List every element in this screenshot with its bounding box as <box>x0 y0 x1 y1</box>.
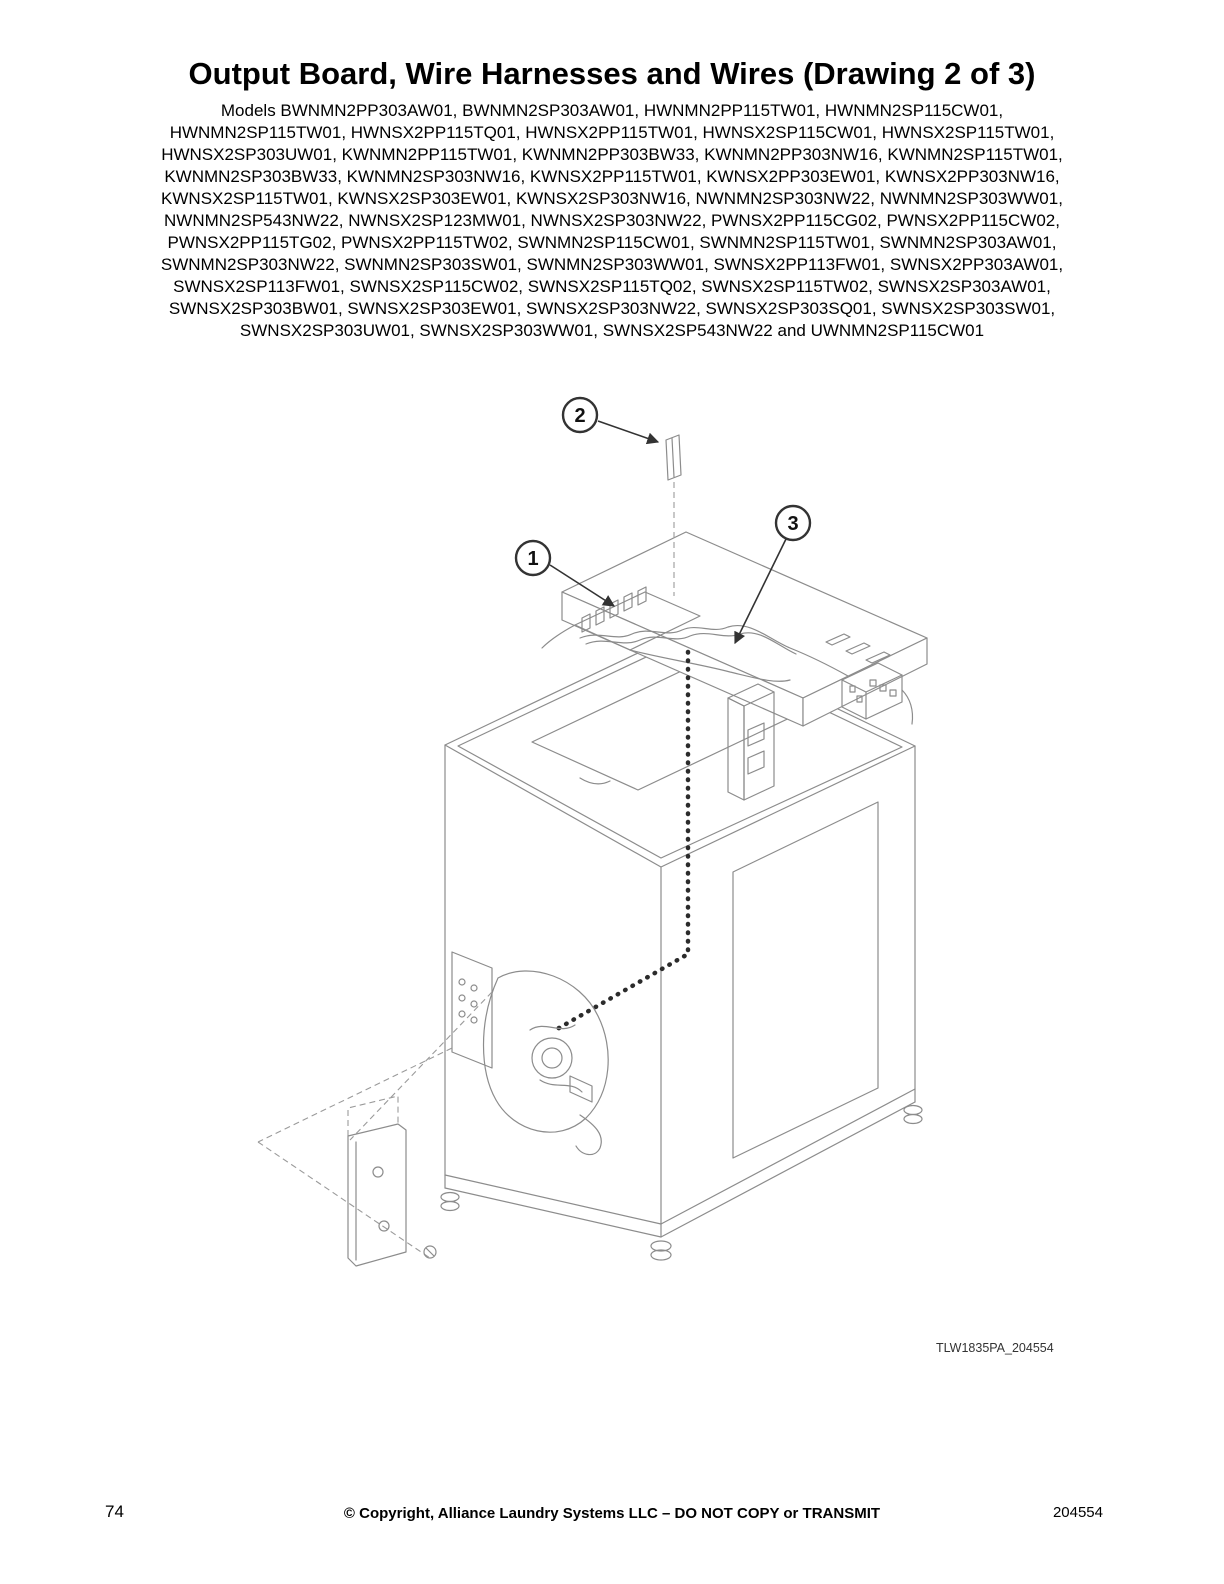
console-output-board <box>542 532 927 800</box>
side-panel-recess <box>733 802 878 1158</box>
models-line: NWNMN2SP543NW22, NWNSX2SP123MW01, NWNSX2SP303NW22, PWNSX2PP115CG02, PWNSX2PP115CW02, <box>164 211 1060 230</box>
lid-handle <box>580 778 610 784</box>
figure-code: TLW1835PA_204554 <box>936 1341 1054 1355</box>
washer-cabinet <box>441 633 922 1260</box>
drain-pump-area <box>452 952 608 1155</box>
models-line: KWNMN2SP303BW33, KWNMN2SP303NW16, KWNSX2PP115TW01, KWNSX2PP303EW01, KWNSX2PP303NW16, <box>164 167 1060 186</box>
callout-1-number: 1 <box>527 548 539 570</box>
callout-2-number: 2 <box>574 405 586 427</box>
models-line: HWNSX2SP303UW01, KWNMN2PP115TW01, KWNMN2PP303BW33, KWNMN2PP303NW16, KWNMN2SP115TW01, <box>161 145 1063 164</box>
models-line: PWNSX2PP115TG02, PWNSX2PP115TW02, SWNMN2SP115CW01, SWNMN2SP115TW01, SWNMN2SP303AW01, <box>167 233 1057 252</box>
models-line: Models BWNMN2PP303AW01, BWNMN2SP303AW01, HWNMN2PP115TW01, HWNMN2SP115CW01, <box>220 101 1004 120</box>
models-line: SWNMN2SP303NW22, SWNMN2SP303SW01, SWNMN2SP303WW01, SWNSX2PP113FW01, SWNSX2PP303AW01, <box>160 255 1064 274</box>
callout-2 <box>563 398 658 442</box>
drain-hose <box>576 1115 601 1155</box>
washer-exploded-diagram <box>230 380 1110 1370</box>
models-line: KWNSX2SP115TW01, KWNSX2SP303EW01, KWNSX2SP303NW16, NWNMN2SP303NW22, NWNMN2SP303WW01, <box>161 189 1063 208</box>
leveling-feet <box>441 1106 922 1261</box>
page-title: Output Board, Wire Harnesses and Wires (Drawing 2 of 3) <box>188 56 1036 91</box>
document-number: 204554 <box>1052 1504 1103 1521</box>
models-line: HWNMN2SP115TW01, HWNSX2PP115TQ01, HWNSX2PP115TW01, HWNSX2SP115CW01, HWNSX2SP115TW01, <box>169 123 1055 142</box>
leader-lines <box>258 992 492 1258</box>
callout-3-number: 3 <box>787 513 799 535</box>
routed-wire-dotted <box>552 652 688 1032</box>
page-number: 74 <box>105 1502 124 1521</box>
access-opening <box>484 971 609 1132</box>
models-line: SWNSX2SP303BW01, SWNSX2SP303EW01, SWNSX2SP303NW22, SWNSX2SP303SQ01, SWNSX2SP303SW01, <box>168 299 1056 318</box>
copyright-notice: © Copyright, Alliance Laundry Systems LLC – DO NOT COPY or TRANSMIT <box>343 1505 881 1522</box>
model-list <box>80 100 1144 342</box>
drain-pump <box>532 1038 572 1078</box>
models-line: SWNSX2SP303UW01, SWNSX2SP303WW01, SWNSX2SP543NW22 and UWNMN2SP115CW01 <box>239 321 985 340</box>
mounting-bracket <box>348 1096 436 1266</box>
front-connector-board <box>452 952 492 1068</box>
models-line: SWNSX2SP113FW01, SWNSX2SP115CW02, SWNSX2SP115TQ02, SWNSX2SP115TW02, SWNSX2SP303AW01, <box>173 277 1051 296</box>
